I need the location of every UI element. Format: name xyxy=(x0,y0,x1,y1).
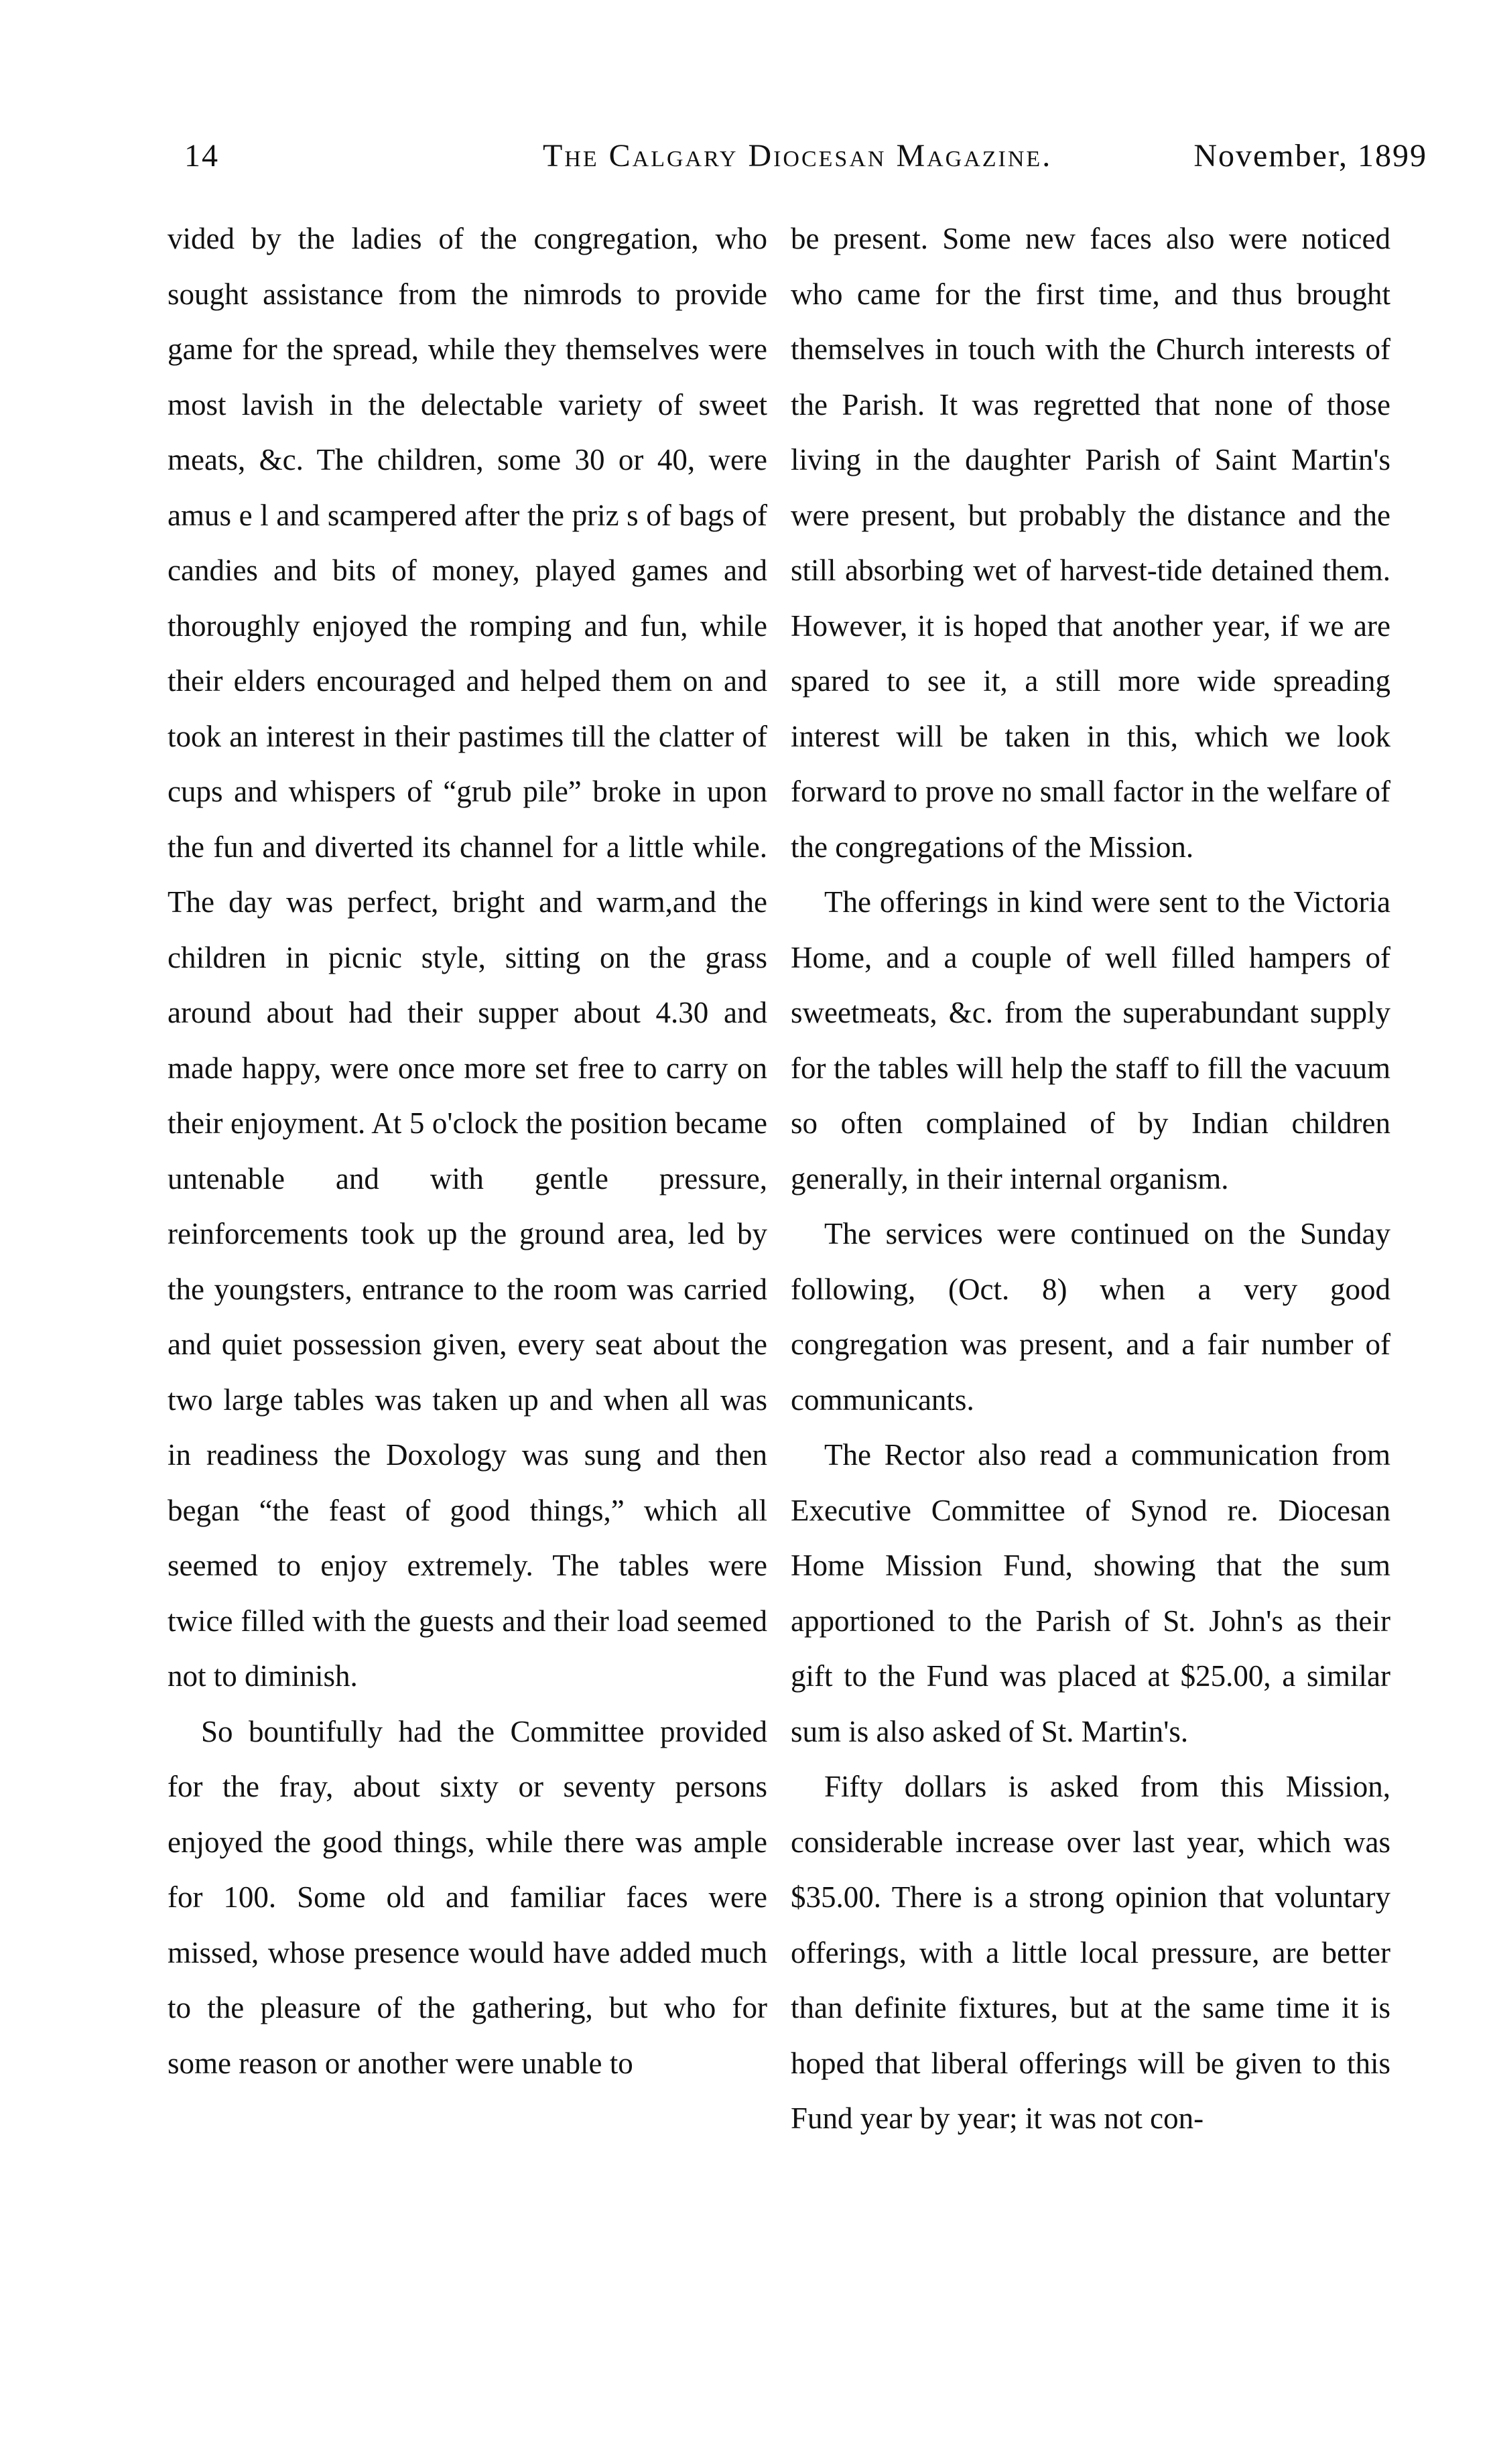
left-column xyxy=(168,211,767,2091)
magazine-title: The Calgary Diocesan Magazine. xyxy=(543,138,1053,174)
issue-date: November, 1899 xyxy=(1193,138,1427,174)
page-number: 14 xyxy=(184,138,219,174)
paragraph: The Rector also read a communication from Executive Committee of Synod re. Diocesan Home Mission Fund, showing that the sum apportioned to the Parish of St. John's as their gift to the Fund was placed at $25.00, a similar sum is also asked of St. Martin's. xyxy=(791,1438,1390,1748)
paragraph: be present. Some new faces also were noticed who came for the first time, and thus brought themselves in touch with the Church interests of the Parish. It was regretted that none of those living in the daughter Parish of Saint Martin's were present, but probably the distance and the still absorbing wet of harvest-tide detained them. However, it is hoped that another year, if we are spared to see it, a still more wide spreading interest will be taken in this, which we look forward to prove no small factor in the welfare of the congregations of the Mission. xyxy=(791,222,1390,864)
paragraph: Fifty dollars is asked from this Mission, considerable increase over last year, which was $35.00. There is a strong opinion that voluntary offerings, with a little local pressure, are better than definite fixtures, but at the same time it is hoped that liberal offerings will be given to this Fund year by year; it was not con- xyxy=(791,1770,1390,2135)
paragraph: So bountifully had the Committee provided for the fray, about sixty or seventy persons enjoyed the good things, while there was ample for 100. Some old and familiar faces were missed, whose presence would have added much to the pleasure of the gathering, but who for some reason or another were unable to xyxy=(168,1714,767,2080)
paragraph: The services were continued on the Sunday following, (Oct. 8) when a very good congregation was present, and a fair number of communicants. xyxy=(791,1217,1390,1417)
page-header xyxy=(168,127,1427,188)
paragraph: The offerings in kind were sent to the Victoria Home, and a couple of well filled hampers of sweetmeats, &c. from the superabundant supply for the tables will help the staff to fill the vacuum so often complained of by Indian children generally, in their internal organism. xyxy=(791,885,1390,1195)
right-column xyxy=(791,211,1390,2146)
paragraph: vided by the ladies of the congregation, who sought assistance from the nimrods to provide game for the spread, while they themselves were most lavish in the delectable variety of sweet meats, &c. The children, some 30 or 40, were amus e l and scampered after the priz s of bags of candies and bits of money, played games and thoroughly enjoyed the romping and fun, while their elders encouraged and helped them on and took an interest in their pastimes till the clatter of cups and whispers of “grub pile” broke in upon the fun and diverted its channel for a little while. The day was perfect, bright and warm,and the children in picnic style, sitting on the grass around about had their supper about 4.30 and made happy, were once more set free to carry on their enjoyment. At 5 o'clock the position became untenable and with gentle pressure, reinforcements took up the ground area, led by the youngsters, entrance to the room was carried and quiet possession given, every seat about the two large tables was taken up and when all was in readiness the Doxology was sung and then began “the feast of good things,” which all seemed to enjoy extremely. The tables were twice filled with the guests and their load seemed not to diminish. xyxy=(168,222,767,1693)
